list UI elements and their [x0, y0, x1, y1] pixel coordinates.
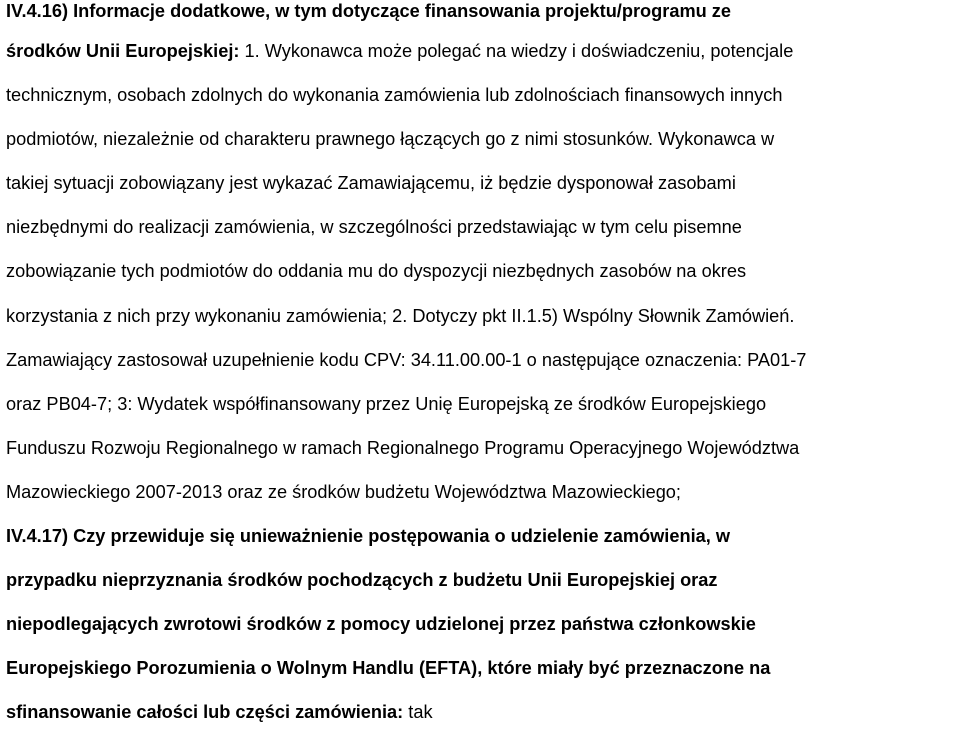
section-16-line-8: Zamawiający zastosował uzupełnienie kodu CPV: 34.11.00.00-1 o następujące oznaczenia: PA01-7 — [6, 349, 807, 370]
section-17-question-line-4: Europejskiego Porozumienia o Wolnym Handlu (EFTA), które miały być przeznaczone na — [6, 658, 771, 679]
section-17-question-line-1: IV.4.17) Czy przewiduje się unieważnienie postępowania o udzielenie zamówienia, w — [6, 526, 730, 547]
section-16-text: 1. Wykonawca może polegać na wiedzy i doświadczeniu, potencjale — [239, 41, 794, 61]
section-16-line-5: niezbędnymi do realizacji zamówienia, w szczególności przedstawiając w tym celu pisemne — [6, 217, 742, 238]
section-17-answer: tak — [403, 702, 433, 723]
section-16-line-10: Funduszu Rozwoju Regionalnego w ramach Regionalnego Programu Operacyjnego Województwa — [6, 437, 800, 458]
section-16-line-6: zobowiązanie tych podmiotów do oddania mu do dyspozycji niezbędnych zasobów na okres — [6, 261, 747, 282]
section-17-question-line-2: przypadku nieprzyznania środków pochodzących z budżetu Unii Europejskiej oraz — [6, 570, 718, 591]
section-17-question-line-5 — [6, 690, 954, 734]
section-17-question-end: sfinansowanie całości lub części zamówienia: — [6, 702, 404, 723]
section-16-line-2: technicznym, osobach zdolnych do wykonania zamówienia lub zdolnościach finansowych innych — [6, 85, 783, 106]
section-16-line-1 — [6, 29, 954, 73]
document-page — [6, 0, 954, 735]
section-16-line-3: podmiotów, niezależnie od charakteru prawnego łączących go z nimi stosunków. Wykonawca w — [6, 129, 775, 150]
section-16-heading-continued: środków Unii Europejskiej: — [6, 41, 240, 61]
section-17-question-line-3: niepodlegających zwrotowi środków z pomocy udzielonej przez państwa członkowskie — [6, 614, 756, 635]
section-16-line-11: Mazowieckiego 2007-2013 oraz ze środków budżetu Województwa Mazowieckiego; — [6, 481, 681, 502]
section-16-line-9: oraz PB04-7; 3: Wydatek współfinansowany przez Unię Europejską ze środków Europejskiego — [6, 393, 767, 414]
section-16-line-7: korzystania z nich przy wykonaniu zamówienia; 2. Dotyczy pkt II.1.5) Wspólny Słownik Zamówień. — [6, 305, 795, 326]
section-16-line-4: takiej sytuacji zobowiązany jest wykazać Zamawiającemu, iż będzie dysponował zasobami — [6, 173, 736, 194]
section-16-heading: IV.4.16) Informacje dodatkowe, w tym dotyczące finansowania projektu/programu ze — [6, 1, 731, 21]
